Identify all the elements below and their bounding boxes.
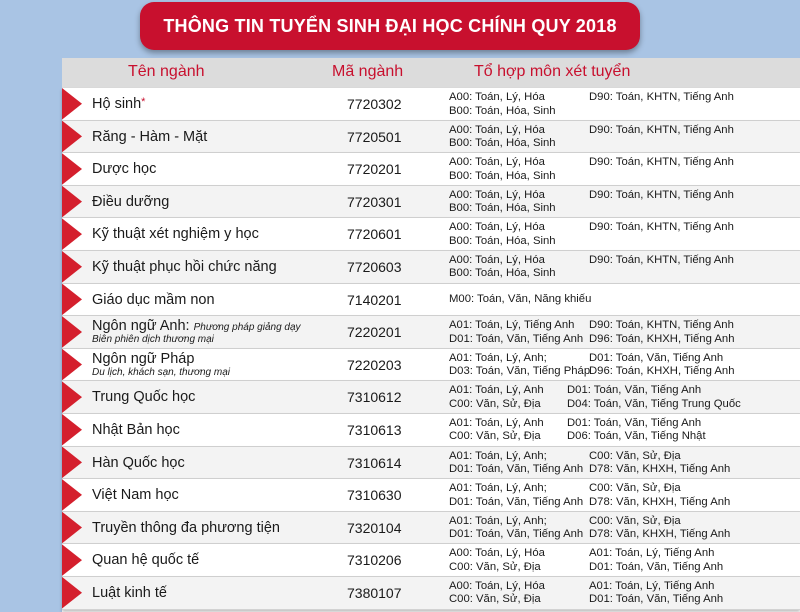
subject-combo: A01: Toán, Lý, Tiếng Anh <box>449 319 575 332</box>
header-subject-combo: Tổ hợp môn xét tuyển <box>474 63 631 80</box>
major-code: 7380107 <box>347 584 402 601</box>
table-row <box>62 577 800 610</box>
subject-combo-right <box>589 221 734 235</box>
subject-combo: A00: Toán, Lý, Hóa <box>449 188 545 201</box>
subject-combo: B00: Toán, Hóa, Sinh <box>449 169 556 182</box>
subject-combo: D01: Toán, Văn, Tiếng Anh <box>449 495 584 508</box>
subject-combo: A00: Toán, Lý, Hóa <box>449 156 545 169</box>
table-row <box>62 381 800 414</box>
subject-combo: D03: Toán, Văn, Tiếng Pháp <box>449 365 591 378</box>
major-name-text: Ngôn ngữ Pháp <box>92 350 195 367</box>
major-name-text: Hàn Quốc học <box>92 454 185 471</box>
major-name <box>92 351 230 378</box>
subject-combo: B00: Toán, Hóa, Sinh <box>449 267 556 280</box>
major-name <box>92 318 301 345</box>
subject-combo: A00: Toán, Lý, Hóa <box>449 253 545 266</box>
subject-combo: D01: Toán, Văn, Tiếng Anh <box>589 560 724 573</box>
subject-combo-right <box>589 482 730 509</box>
subject-combo-right <box>589 580 723 607</box>
subject-combo: D78: Văn, KHXH, Tiếng Anh <box>589 528 731 541</box>
table-row <box>62 512 800 545</box>
subject-combo-left <box>449 580 545 607</box>
major-name-text: Nhật Bản học <box>92 421 180 438</box>
subject-combo: B00: Toán, Hóa, Sinh <box>449 234 556 247</box>
table-row <box>62 316 800 349</box>
subject-combo: B00: Toán, Hóa, Sinh <box>449 137 556 150</box>
subject-combo: C00: Văn, Sử, Địa <box>589 449 681 462</box>
subject-combo: B00: Toán, Hóa, Sinh <box>449 104 556 117</box>
major-code: 7220201 <box>347 324 402 341</box>
subject-combo: D01: Toán, Văn, Tiếng Anh <box>449 528 584 541</box>
subject-combo-right <box>589 319 735 346</box>
table-body <box>62 88 800 610</box>
major-name <box>92 585 167 601</box>
subject-combo: A01: Toán, Lý, Anh; <box>449 514 547 527</box>
subject-combo: D90: Toán, KHTN, Tiếng Anh <box>589 319 734 332</box>
subject-combo: A00: Toán, Lý, Hóa <box>449 547 545 560</box>
major-name-text: Trung Quốc học <box>92 389 196 406</box>
table-header <box>62 58 800 88</box>
major-name <box>92 129 207 145</box>
subject-combo: D01: Toán, Văn, Tiếng Anh <box>589 593 724 606</box>
table-row <box>62 284 800 317</box>
major-name-text: Việt Nam học <box>92 487 179 504</box>
subject-combo-left <box>449 417 544 444</box>
subject-combo-right <box>589 547 723 574</box>
subject-combo: D90: Toán, KHTN, Tiếng Anh <box>589 123 734 136</box>
major-name <box>92 226 259 242</box>
table-row <box>62 447 800 480</box>
subject-combo: A00: Toán, Lý, Hóa <box>449 91 545 103</box>
table-row <box>62 544 800 577</box>
subject-combo: A01: Toán, Lý, Anh; <box>449 351 547 364</box>
table-row <box>62 121 800 154</box>
major-name <box>92 455 185 471</box>
subject-combo: A00: Toán, Lý, Hóa <box>449 221 545 234</box>
major-code: 7310614 <box>347 454 402 471</box>
subject-combo: A01: Toán, Lý, Anh; <box>449 449 547 462</box>
table-row <box>62 349 800 382</box>
subject-combo: A01: Toán, Lý, Tiếng Anh <box>589 579 715 592</box>
major-name-text: Quan hệ quốc tế <box>92 552 200 569</box>
major-name-text: Răng - Hàm - Mặt <box>92 128 208 145</box>
subject-combo-left <box>449 547 545 574</box>
subject-combo: A00: Toán, Lý, Hóa <box>449 123 545 136</box>
major-code: 7720603 <box>347 258 402 275</box>
table-row <box>62 153 800 186</box>
subject-combo: D90: Toán, KHTN, Tiếng Anh <box>589 221 734 234</box>
subject-combo: D04: Toán, Văn, Tiếng Trung Quốc <box>567 397 741 410</box>
subject-combo-right <box>589 189 734 203</box>
major-name <box>92 194 169 210</box>
subject-combo: D90: Toán, KHTN, Tiếng Anh <box>589 156 734 169</box>
major-code: 7310206 <box>347 552 402 569</box>
subject-combo: D06: Toán, Văn, Tiếng Nhật <box>567 430 706 443</box>
subject-combo: M00: Toán, Văn, Năng khiếu <box>449 292 592 305</box>
table-row <box>62 251 800 284</box>
subject-combo: C00: Văn, Sử, Địa <box>449 593 541 606</box>
subject-combo-right <box>589 156 734 170</box>
major-name-text: Giáo dục mầm non <box>92 291 215 308</box>
major-code: 7320104 <box>347 519 402 536</box>
subject-combo-left <box>449 221 556 248</box>
subject-combo: D01: Toán, Văn, Tiếng Anh <box>567 416 702 429</box>
major-code: 7720201 <box>347 161 402 178</box>
major-name <box>92 161 156 177</box>
table-row <box>62 479 800 512</box>
asterisk-mark: * <box>141 96 146 108</box>
major-code: 7720301 <box>347 193 402 210</box>
major-code: 7720501 <box>347 128 402 145</box>
major-name <box>92 520 280 536</box>
major-name-text: Kỹ thuật xét nghiệm y học <box>92 226 259 243</box>
header-major-name: Tên ngành <box>128 63 205 80</box>
subject-combo: C00: Văn, Sử, Địa <box>449 430 541 443</box>
major-name-text: Ngôn ngữ Anh: <box>92 318 190 335</box>
subject-combo-left <box>449 482 583 509</box>
subject-combo-left <box>449 254 556 281</box>
table-row <box>62 414 800 447</box>
subject-combo: D90: Toán, KHTN, Tiếng Anh <box>589 91 734 103</box>
subject-combo-right <box>567 417 706 444</box>
header-major-code: Mã ngành <box>332 63 404 80</box>
major-name-text: Truyền thông đa phương tiện <box>92 519 280 536</box>
subject-combo-right <box>589 254 734 268</box>
subject-combo-left <box>449 352 590 379</box>
subject-combo: D78: Văn, KHXH, Tiếng Anh <box>589 495 731 508</box>
subject-combo-left <box>449 515 583 542</box>
subject-combo: C00: Văn, Sử, Địa <box>589 482 681 495</box>
major-note: Phương pháp giảng dạy <box>193 322 301 334</box>
major-note-secondary: Biên phiên dịch thương mại <box>92 334 214 346</box>
major-name-text: Dược học <box>92 161 157 178</box>
major-note-secondary: Du lịch, khách sạn, thương mại <box>92 366 231 378</box>
subject-combo-left <box>449 293 591 307</box>
major-name <box>92 487 179 503</box>
major-name <box>92 389 195 405</box>
major-name-text: Điều dưỡng <box>92 193 170 210</box>
subject-combo: D78: Văn, KHXH, Tiếng Anh <box>589 463 731 476</box>
subject-combo: A01: Toán, Lý, Anh <box>449 416 544 429</box>
subject-combo: C00: Văn, Sử, Địa <box>449 560 541 573</box>
subject-combo: A01: Toán, Lý, Anh; <box>449 482 547 495</box>
major-code: 7140201 <box>347 291 402 308</box>
table-row <box>62 186 800 219</box>
subject-combo-left <box>449 124 556 151</box>
major-code: 7720601 <box>347 226 402 243</box>
major-code: 7310630 <box>347 487 402 504</box>
subject-combo: B00: Toán, Hóa, Sinh <box>449 202 556 215</box>
subject-combo-right <box>567 384 741 411</box>
major-name-text: Luật kinh tế <box>92 584 167 601</box>
subject-combo: D90: Toán, KHTN, Tiếng Anh <box>589 253 734 266</box>
major-code: 7220203 <box>347 356 402 373</box>
major-name <box>92 96 145 112</box>
subject-combo: D96: Toán, KHXH, Tiếng Anh <box>589 365 735 378</box>
subject-combo-right <box>589 352 735 379</box>
table-row <box>62 88 800 121</box>
major-code: 7310612 <box>347 389 402 406</box>
subject-combo-left <box>449 91 556 118</box>
major-code: 7310613 <box>347 421 402 438</box>
subject-combo-left <box>449 450 583 477</box>
subject-combo: D96: Toán, KHXH, Tiếng Anh <box>589 332 735 345</box>
subject-combo: C00: Văn, Sử, Địa <box>589 514 681 527</box>
subject-combo: C00: Văn, Sử, Địa <box>449 397 541 410</box>
page-title: THÔNG TIN TUYỂN SINH ĐẠI HỌC CHÍNH QUY 2018 <box>163 15 617 36</box>
subject-combo: A01: Toán, Lý, Tiếng Anh <box>589 547 715 560</box>
subject-combo: A00: Toán, Lý, Hóa <box>449 579 545 592</box>
subject-combo-right <box>589 515 730 542</box>
subject-combo: A01: Toán, Lý, Anh <box>449 384 544 397</box>
subject-combo-right <box>589 124 734 138</box>
major-name <box>92 259 277 275</box>
title-banner <box>140 2 640 50</box>
subject-combo: D01: Toán, Văn, Tiếng Anh <box>449 332 584 345</box>
subject-combo-left <box>449 189 556 216</box>
subject-combo-right <box>589 450 730 477</box>
subject-combo: D01: Toán, Văn, Tiếng Anh <box>589 351 724 364</box>
table-row <box>62 218 800 251</box>
subject-combo-left <box>449 319 583 346</box>
major-code: 7720302 <box>347 96 402 112</box>
subject-combo: D01: Toán, Văn, Tiếng Anh <box>567 384 702 397</box>
subject-combo-left <box>449 156 556 183</box>
major-name <box>92 552 199 568</box>
subject-combo: D01: Toán, Văn, Tiếng Anh <box>449 463 584 476</box>
subject-combo-left <box>449 384 544 411</box>
major-name <box>92 422 180 438</box>
subject-combo-right <box>589 91 734 105</box>
major-name <box>92 292 215 308</box>
major-name-text: Hộ sinh <box>92 96 142 112</box>
major-name-text: Kỹ thuật phục hồi chức năng <box>92 258 277 275</box>
subject-combo: D90: Toán, KHTN, Tiếng Anh <box>589 188 734 201</box>
